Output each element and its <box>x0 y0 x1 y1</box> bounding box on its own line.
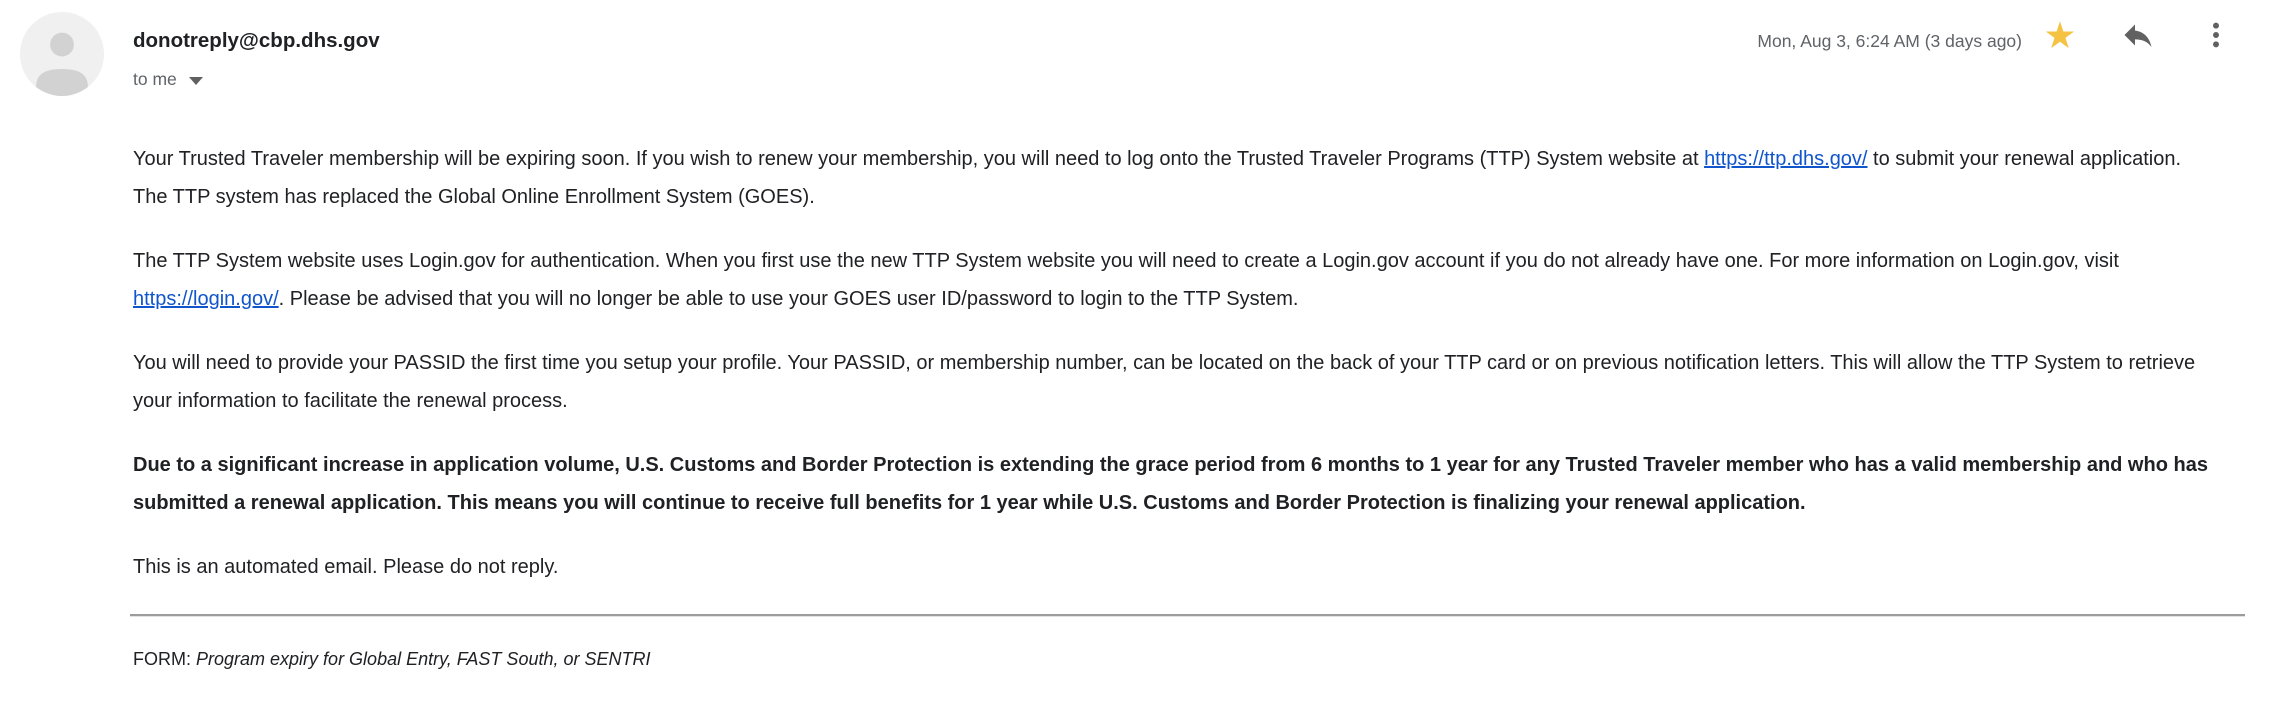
header-main <box>133 12 2240 90</box>
divider <box>130 614 2245 617</box>
hyperlink[interactable]: https://ttp.dhs.gov/ <box>1704 148 1868 170</box>
paragraph <box>133 548 2218 586</box>
email-date: Mon, Aug 3, 6:24 AM (3 days ago) <box>1757 30 2022 51</box>
paragraph <box>133 140 2218 216</box>
text-segment: This is an automated email. Please do not reply. <box>133 556 559 578</box>
paragraph <box>133 344 2218 420</box>
text-segment: . Please be advised that you will no longer be able to use your GOES user ID/password to login to the TTP System. <box>278 288 1299 310</box>
sender-email: donotreply@cbp.dhs.gov <box>133 28 380 52</box>
form-label: FORM: <box>133 649 191 669</box>
email-footer <box>133 647 2218 671</box>
person-icon <box>20 12 104 96</box>
reply-icon <box>2120 17 2156 53</box>
reply-button[interactable] <box>2114 11 2162 59</box>
more-options-button[interactable] <box>2192 11 2240 59</box>
chevron-down-icon <box>189 77 203 85</box>
text-segment: Due to a significant increase in application volume, U.S. Customs and Border Protection is extending the grace period from 6 months to 1 year for any Trusted Traveler member who has a valid membership and who has submitted a renewal application. This means you will continue to receive full benefits for 1 year while U.S. Customs and Border Protection is finalizing your renewal application. <box>133 454 2208 514</box>
star-button[interactable] <box>2036 11 2084 59</box>
more-options-icon <box>2199 18 2233 52</box>
text-segment: You will need to provide your PASSID the first time you setup your profile. Your PASSID, or membership number, can be located on the back of your TTP card or on previous notification letters. This will allow the TTP System to retrieve your information to facilitate the renewal process. <box>133 352 2196 412</box>
text-segment: Your Trusted Traveler membership will be expiring soon. If you wish to renew your membership, you will need to log onto the Trusted Traveler Programs (TTP) System website at <box>133 148 1705 170</box>
avatar[interactable] <box>20 12 104 96</box>
recipient-label: to me <box>133 69 177 89</box>
paragraph <box>133 242 2218 318</box>
hyperlink[interactable]: https://login.gov/ <box>133 288 279 310</box>
form-value: Program expiry for Global Entry, FAST South, or SENTRI <box>196 649 651 669</box>
paragraph <box>133 446 2218 522</box>
email-header <box>0 0 2270 96</box>
email-body <box>133 140 2218 586</box>
text-segment: to submit your renewal application. The TTP system has replaced the Global Online Enrollment System (GOES). <box>133 148 2181 208</box>
text-segment: The TTP System website uses Login.gov for authentication. When you first use the new TTP System website you will need to create a Login.gov account if you do not already have one. For more information on Login.gov, visit <box>133 250 2119 272</box>
recipient-details-toggle[interactable] <box>133 68 203 90</box>
star-icon: ★ <box>2043 14 2077 56</box>
sender-row <box>133 14 2240 59</box>
